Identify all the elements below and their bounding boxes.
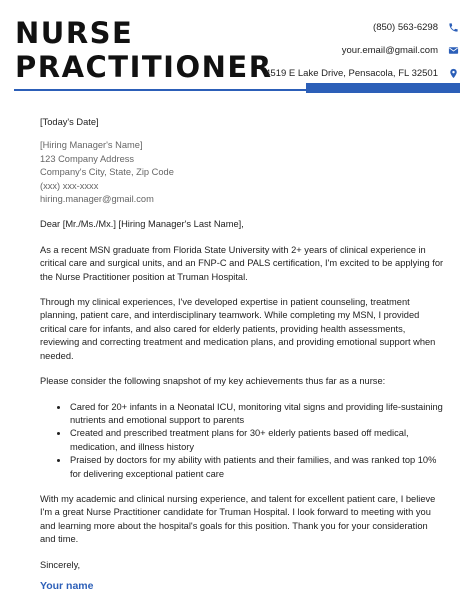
paragraph-achievements-intro: Please consider the following snapshot of my key achievements thus far as a nurse: xyxy=(40,376,386,387)
phone-icon xyxy=(446,21,460,33)
recipient-phone: (xxx) xxx-xxxx xyxy=(40,180,99,191)
recipient-city: Company's City, State, Zip Code xyxy=(40,167,174,178)
contact-email xyxy=(220,43,460,57)
closing: Sincerely, xyxy=(40,559,81,570)
title-line-1: NURSE xyxy=(15,16,134,50)
list-item: • Praised by doctors for my ability with patients and their families, and was ranked top 10% for delivering exceptional patient care xyxy=(69,454,444,481)
recipient-address xyxy=(40,139,444,206)
recipient-email: hiring.manager@gmail.com xyxy=(40,194,154,205)
email-icon xyxy=(446,44,460,56)
location-icon xyxy=(446,67,460,79)
list-item: • Cared for 20+ infants in a Neonatal ICU, monitoring vital signs and providing life-sustaining nutrients and emotional support to parents xyxy=(69,401,444,428)
letter-date: [Today's Date] xyxy=(40,117,99,127)
contact-phone xyxy=(220,20,460,34)
salutation: Dear [Mr./Ms./Mx.] [Hiring Manager's Last Name], xyxy=(40,219,244,230)
paragraph-experience: Through my clinical experiences, I've developed expertise in patient counseling, treatment planning, patient care, and interdisciplinary teamwork. While completing my MSN, I provided critical care for infants, and also cared for elderly patients, providing health assessments, reviewing and correcting treatment and medication plans, and providing emotional support when needed. xyxy=(40,297,436,361)
header-accent-bar xyxy=(306,83,460,93)
achievements-list xyxy=(40,401,444,481)
recipient-street: 123 Company Address xyxy=(40,153,135,164)
paragraph-intro: As a recent MSN graduate from Florida State University with 2+ years of clinical experience in critical care and surgical units, and an FNP-C and PALS certification, I'm excited to be applying for the Nurse Practitioner position at Truman Hospital. xyxy=(40,244,444,282)
title-line-2: PRACTITIONER xyxy=(15,50,273,84)
letter-body xyxy=(40,116,444,593)
contact-block xyxy=(220,20,460,89)
contact-address xyxy=(220,66,460,80)
paragraph-closing: With my academic and clinical nursing experience, and talent for excellent patient care, I believe I'm a great Nurse Practitioner candidate for Truman Hospital. I look forward to meeting with you and learning more about the hospital's goals for this position. Thank you for your consideration and time. xyxy=(40,493,436,545)
email-text: your.email@gmail.com xyxy=(341,44,438,56)
signature: Your name xyxy=(40,579,94,592)
phone-text: (850) 563-6298 xyxy=(373,21,438,33)
recipient-name: [Hiring Manager's Name] xyxy=(40,140,143,151)
list-item: • Created and prescribed treatment plans for 30+ elderly patients based off medical, medication, and illness history xyxy=(69,427,444,454)
address-text: 4519 E Lake Drive, Pensacola, FL 32501 xyxy=(265,67,438,79)
